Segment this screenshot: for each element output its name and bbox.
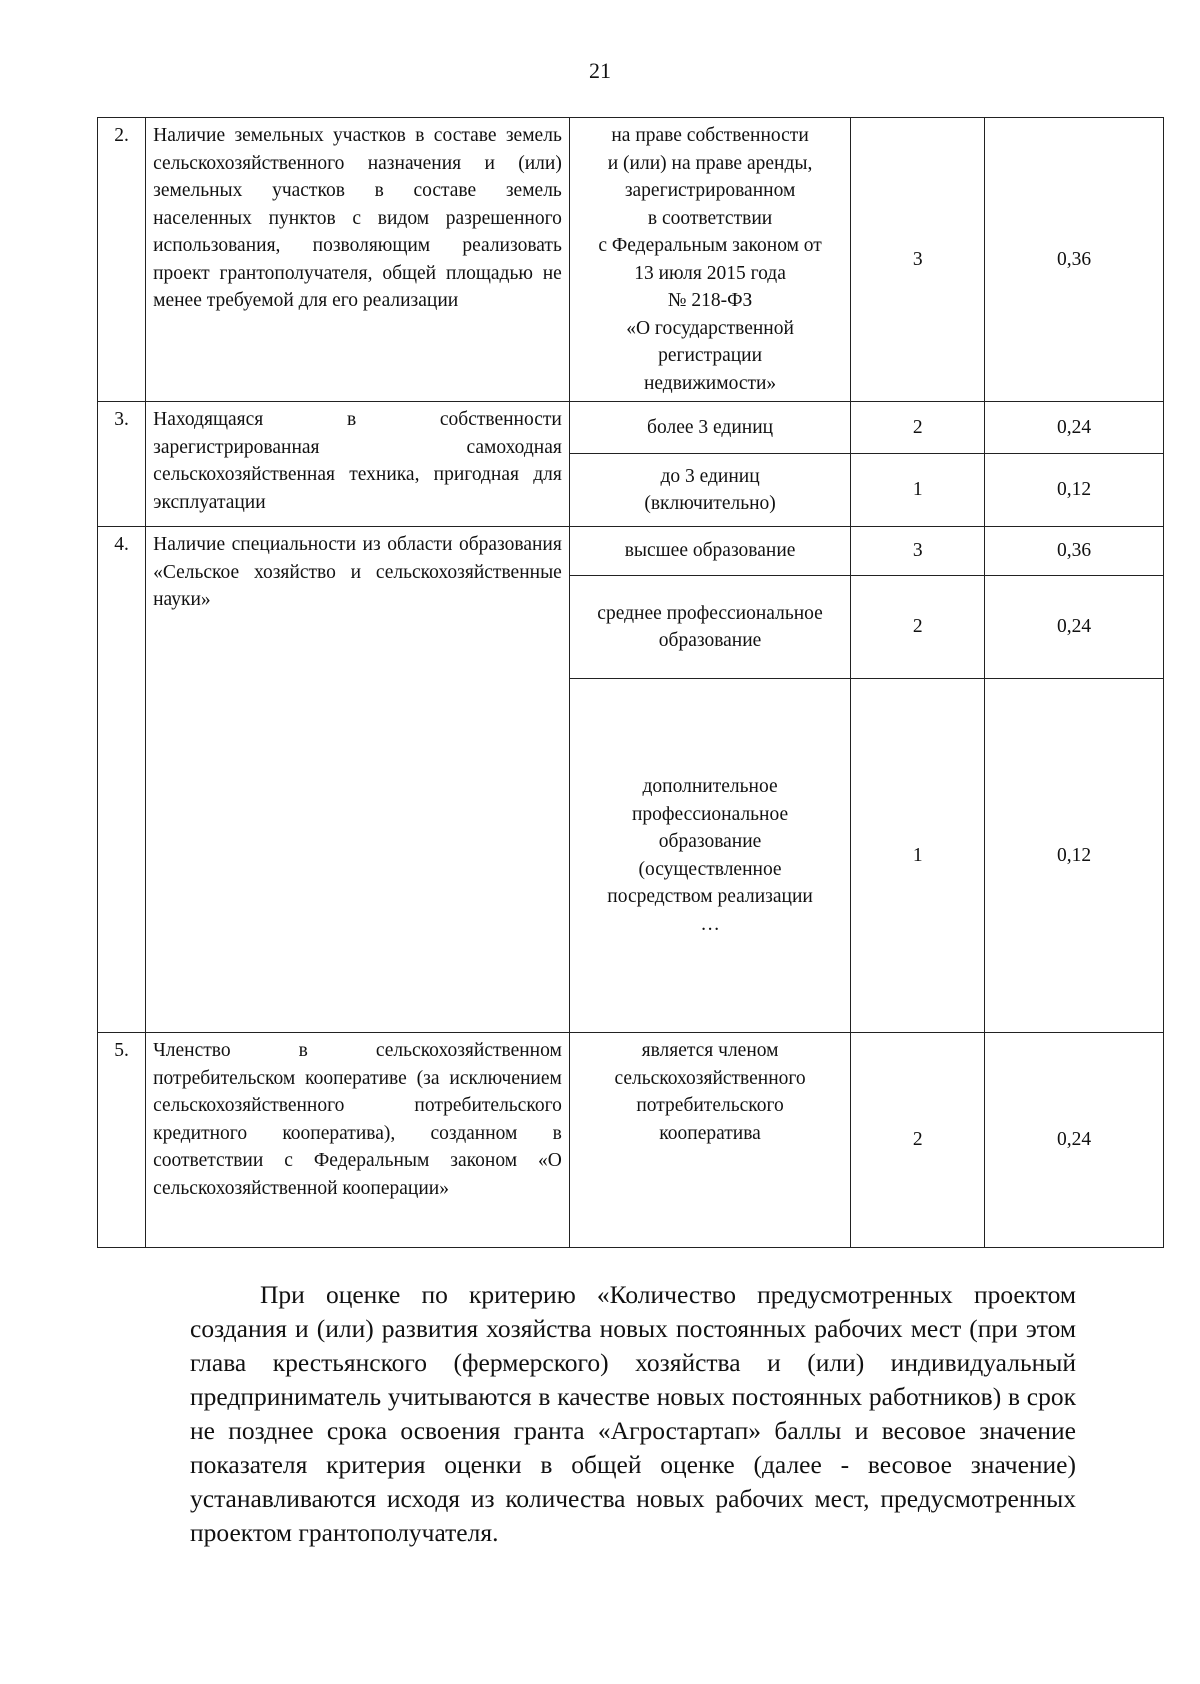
condition-cell: высшее образование [569, 527, 850, 576]
table-row [98, 118, 1164, 402]
points-cell: 3 [851, 118, 985, 402]
row-number: 5. [98, 1033, 146, 1248]
weight-cell: 0,12 [985, 454, 1164, 527]
weight-cell: 0,24 [985, 1033, 1164, 1248]
points-cell: 2 [851, 1033, 985, 1248]
condition-cell: до 3 единиц (включительно) [569, 454, 850, 527]
condition-cell: на праве собственности и (или) на праве аренды, зарегистрированном в соответствии с Федеральным законом от 13 июля 2015 года № 218-ФЗ «О государственной регистрации недвижимости» [569, 118, 850, 402]
condition-cell: более 3 единиц [569, 402, 850, 454]
points-cell: 1 [851, 679, 985, 1033]
condition-cell: является членом сельскохозяйственного потребительского кооператива [569, 1033, 850, 1248]
points-cell: 1 [851, 454, 985, 527]
weight-cell: 0,36 [985, 118, 1164, 402]
row-number: 3. [98, 402, 146, 527]
criteria-table [97, 117, 1164, 1248]
points-cell: 3 [851, 527, 985, 576]
weight-cell: 0,12 [985, 679, 1164, 1033]
condition-cell: дополнительное профессиональное образование (осуществленное посредством реализации … [569, 679, 850, 1033]
page-number: 21 [589, 58, 611, 83]
points-cell: 2 [851, 402, 985, 454]
condition-cell: среднее профессиональное образование [569, 576, 850, 679]
criterion-description: Членство в сельскохозяйственном потребительском кооперативе (за исключением сельскохозяйственного потребительского кредитного кооператива), созданном в соответствии с Федеральным законом «О сельскохозяйственной кооперации» [146, 1033, 570, 1248]
weight-cell: 0,24 [985, 576, 1164, 679]
criterion-description: Находящаяся в собственности зарегистрированная самоходная сельскохозяйственная техника, пригодная для эксплуатации [146, 402, 570, 527]
weight-cell: 0,24 [985, 402, 1164, 454]
row-number: 2. [98, 118, 146, 402]
criterion-description: Наличие специальности из области образования «Сельское хозяйство и сельскохозяйственные науки» [146, 527, 570, 1033]
points-cell: 2 [851, 576, 985, 679]
weight-cell: 0,36 [985, 527, 1164, 576]
row-number: 4. [98, 527, 146, 1033]
criterion-description: Наличие земельных участков в составе земель сельскохозяйственного назначения и (или) земельных участков в составе земель населенных пунктов с видом разрешенного использования, позволяющим реализовать проект грантополучателя, общей площадью не менее требуемой для его реализации [146, 118, 570, 402]
table-row [98, 527, 1164, 576]
body-paragraph: При оценке по критерию «Количество предусмотренных проектом создания и (или) развития хозяйства новых постоянных рабочих мест (при этом глава крестьянского (фермерского) хозяйства и (или) индивидуальный предприниматель учитываются в качестве новых постоянных работников) в срок не позднее срока освоения гранта «Агростартап» баллы и весовое значение показателя критерия оценки в общей оценке (далее - весовое значение) устанавливаются исходя из количества новых рабочих мест, предусмотренных проектом грантополучателя. [190, 1280, 1076, 1547]
table-row [98, 402, 1164, 454]
table-row [98, 1033, 1164, 1248]
